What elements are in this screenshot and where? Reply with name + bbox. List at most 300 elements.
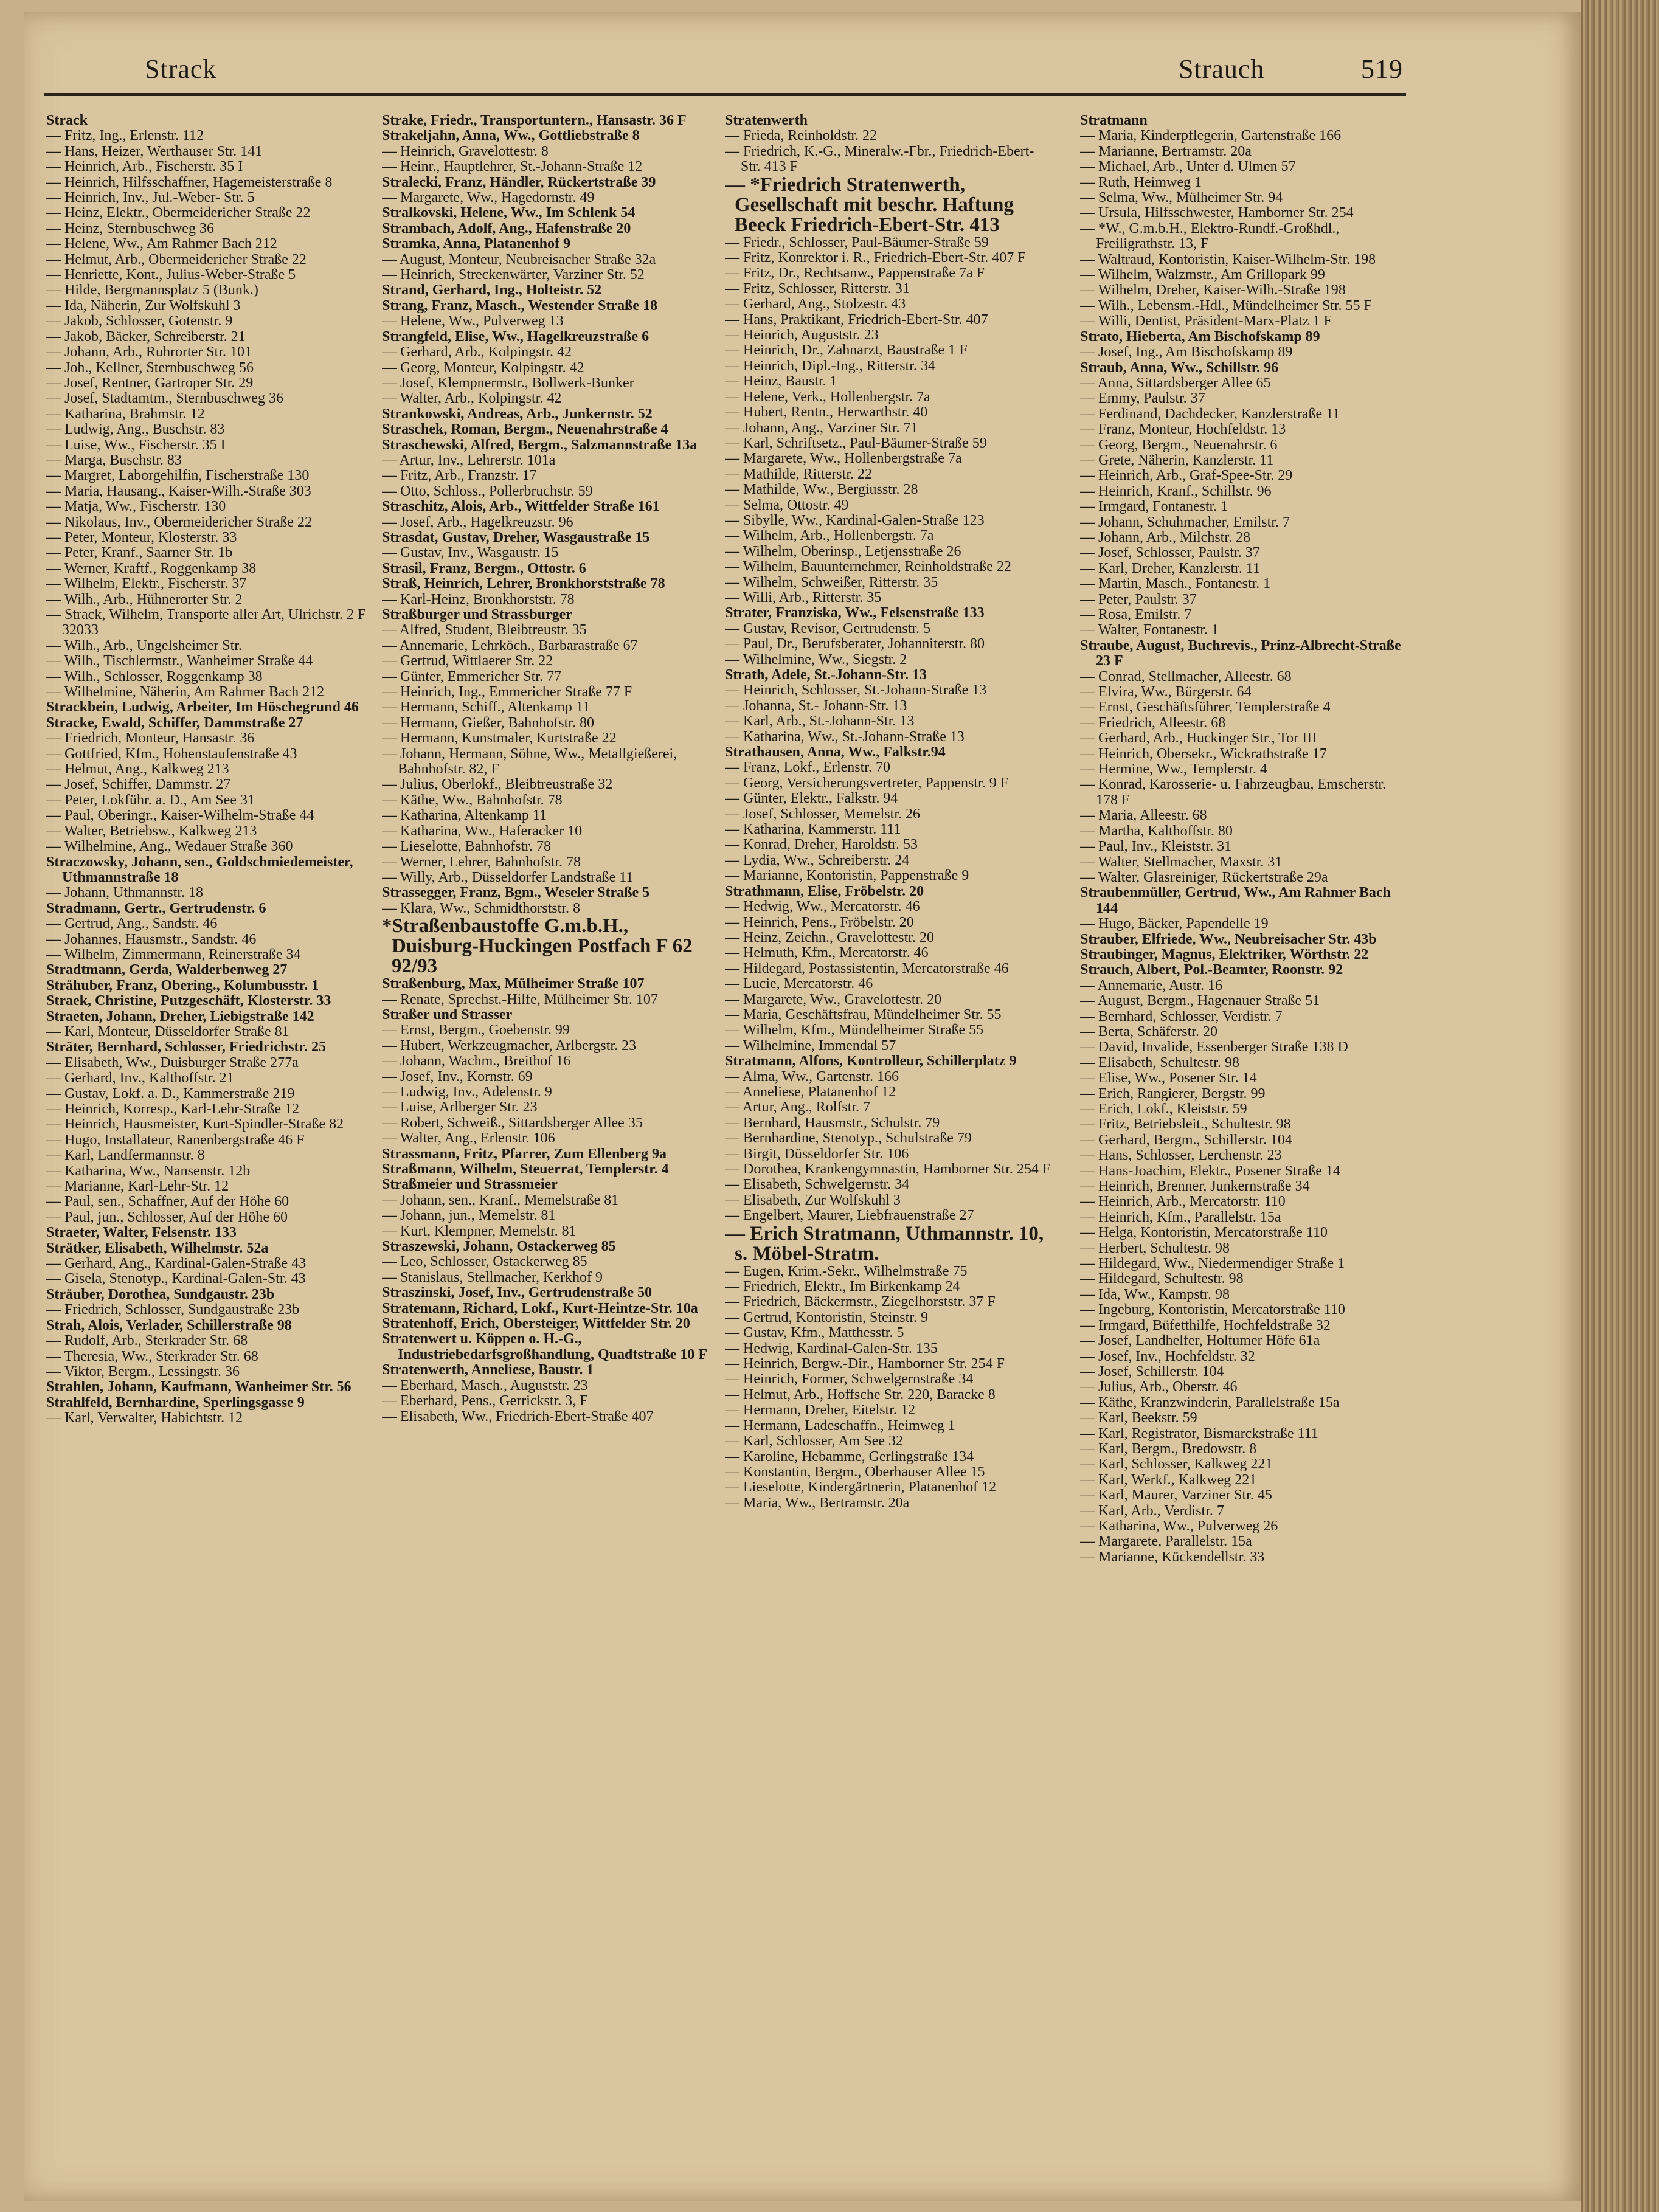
directory-entry: — Margarete, Ww., Gravelottestr. 20 [725, 991, 942, 1007]
directory-entry: Straubinger, Magnus, Elektriker, Wörthstr. 22 [1080, 946, 1369, 963]
directory-entry: — Gertrud, Ang., Sandstr. 46 [46, 916, 218, 932]
directory-entry: — Johann, Uthmannstr. 18 [46, 885, 203, 901]
directory-entry: — Helene, Ww., Am Rahmer Bach 212 [46, 236, 277, 252]
directory-entry: — Emmy, Paulstr. 37 [1080, 390, 1205, 407]
directory-entry: — Dorothea, Krankengymnastin, Hamborner Str. 254 F [725, 1161, 1051, 1177]
directory-entry: — Michael, Arb., Unter d. Ulmen 57 [1080, 159, 1296, 175]
directory-entry: — Johanna, St.- Johann-Str. 13 [725, 697, 907, 714]
directory-entry: — Heinz, Baustr. 1 [725, 373, 837, 390]
directory-entry: — Wilhelm, Oberinsp., Letjensstraße 26 [725, 543, 961, 559]
directory-entry: — Viktor, Bergm., Lessingstr. 36 [46, 1363, 240, 1380]
directory-entry: — Heinrich, Dr., Zahnarzt, Baustraße 1 F [725, 342, 968, 359]
directory-entry: — Heinrich, Kranf., Schillstr. 96 [1080, 483, 1272, 499]
column-3 [725, 113, 1051, 2168]
directory-entry: Strathmann, Elise, Fröbelstr. 20 [725, 883, 924, 899]
directory-entry: — Fritz, Ing., Erlenstr. 112 [46, 128, 204, 144]
directory-entry: — Willi, Dentist, Präsident-Marx-Platz 1 F [1080, 313, 1332, 330]
directory-entry: — Heinrich, Former, Schwelgernstraße 34 [725, 1371, 974, 1388]
directory-entry: — Margarete, Ww., Hagedornstr. 49 [382, 190, 595, 206]
directory-entry: — Gustav, Lokf. a. D., Kammerstraße 219 [46, 1085, 295, 1102]
directory-entry: — Hugo, Installateur, Ranenbergstraße 46 F [46, 1132, 305, 1148]
directory-entry: Strankowski, Andreas, Arb., Junkernstr. 52 [382, 406, 653, 422]
directory-entry: — Friedrich, Schlosser, Sundgaustraße 23b [46, 1302, 300, 1318]
directory-entry: — Marianne, Bertramstr. 20a [1080, 143, 1252, 159]
directory-entry: — Hubert, Rentn., Herwarthstr. 40 [725, 404, 928, 421]
directory-entry: Strahlfeld, Bernhardine, Sperlingsgasse 9 [46, 1394, 305, 1411]
directory-entry: — Karl, Werkf., Kalkweg 221 [1080, 1471, 1257, 1488]
directory-entry: Strang, Franz, Masch., Westender Straße 18 [382, 297, 658, 314]
directory-entry: Straube, August, Buchrevis., Prinz-Albrecht-Straße 23 F [1080, 637, 1401, 669]
directory-entry: Straschek, Roman, Bergm., Neuenahrstraße 4 [382, 421, 668, 438]
directory-entry: — Klara, Ww., Schmidthorststr. 8 [382, 900, 580, 916]
directory-entry: — Walter, Arb., Kolpingstr. 42 [382, 390, 562, 407]
directory-entry: — Birgit, Düsseldorfer Str. 106 [725, 1146, 909, 1162]
directory-entry: — Bernhardine, Stenotyp., Schulstraße 79 [725, 1130, 972, 1147]
directory-entry: — Gottfried, Kfm., Hohenstaufenstraße 43 [46, 745, 297, 762]
directory-entry: — Waltraud, Kontoristin, Kaiser-Wilhelm-Str. 198 [1080, 251, 1376, 268]
directory-entry: — Karl, Schriftsetz., Paul-Bäumer-Straße 59 [725, 435, 987, 451]
running-header-right: Strauch [1179, 54, 1265, 84]
directory-entry: — Hedwig, Kardinal-Galen-Str. 135 [725, 1340, 938, 1357]
directory-entry: Strangfeld, Elise, Ww., Hagelkreuzstraße 6 [382, 328, 649, 345]
directory-entry: — Eugen, Krim.-Sekr., Wilhelmstraße 75 [725, 1263, 968, 1279]
directory-entry: Stratenhoff, Erich, Obersteiger, Wittfelder Str. 20 [382, 1316, 690, 1332]
directory-entry: — Heinrich, Ing., Emmericher Straße 77 F [382, 684, 632, 700]
directory-entry: Strater, Franziska, Ww., Felsenstraße 133 [725, 605, 985, 621]
directory-entry: — Renate, Sprechst.-Hilfe, Mülheimer Str. 107 [382, 991, 658, 1007]
directory-entry: Strambach, Adolf, Ang., Hafenstraße 20 [382, 220, 631, 237]
directory-entry: — Wilhelm, Arb., Hollenbergstr. 7a [725, 528, 934, 544]
directory-entry: — Katharina, Ww., Pulverweg 26 [1080, 1518, 1278, 1534]
directory-entry: — Heinz, Sternbuschweg 36 [46, 220, 214, 237]
directory-entry: — Erich, Lokf., Kleiststr. 59 [1080, 1101, 1247, 1117]
directory-entry: — Wilhelm, Kfm., Mündelheimer Straße 55 [725, 1022, 984, 1039]
directory-entry: — Josef, Schiffer, Dammstr. 27 [46, 776, 231, 793]
directory-entry: — Wilhelmine, Ang., Wedauer Straße 360 [46, 838, 293, 855]
directory-entry: — Fritz, Konrektor i. R., Friedrich-Ebert-Str. 407 F [725, 250, 1026, 266]
directory-entry: — Heinrich, Kfm., Parallelstr. 15a [1080, 1209, 1281, 1225]
directory-entry: — Strack, Wilhelm, Transporte aller Art, Ulrichstr. 2 F 32033 [46, 607, 366, 638]
directory-entry: — Ruth, Heimweg 1 [1080, 174, 1202, 190]
directory-entry: — Käthe, Kranzwinderin, Parallelstraße 15a [1080, 1394, 1340, 1411]
directory-entry: — Hildegard, Schultestr. 98 [1080, 1271, 1244, 1287]
directory-entry: Strauch, Albert, Pol.-Beamter, Roonstr. 92 [1080, 962, 1343, 978]
directory-entry: Stratemann, Richard, Lokf., Kurt-Heintze-Str. 10a [382, 1300, 698, 1316]
directory-entry: — Alfred, Student, Bleibtreustr. 35 [382, 622, 587, 638]
column-2 [382, 113, 708, 2168]
directory-entry: — Theresia, Ww., Sterkrader Str. 68 [46, 1348, 258, 1364]
directory-entry: — Berta, Schäferstr. 20 [1080, 1023, 1217, 1040]
directory-entry: — Annemarie, Austr. 16 [1080, 977, 1222, 994]
directory-entry: — Ernst, Geschäftsführer, Templerstraße 4 [1080, 699, 1331, 716]
directory-entry: — Werner, Lehrer, Bahnhofstr. 78 [382, 854, 581, 870]
directory-entry: — Heinrich, Pens., Fröbelstr. 20 [725, 914, 914, 930]
directory-entry: Straeten, Johann, Dreher, Liebigstraße 142 [46, 1008, 314, 1025]
directory-entry: — Heinrich, Arb., Fischerstr. 35 I [46, 159, 243, 175]
directory-entry: — Conrad, Stellmacher, Alleestr. 68 [1080, 668, 1292, 685]
directory-entry: — Wilhelm, Schweißer, Ritterstr. 35 [725, 574, 938, 590]
directory-entry: — Heinz, Zeichn., Gravelottestr. 20 [725, 929, 934, 945]
directory-entry: — Maria, Ww., Bertramstr. 20a [725, 1495, 910, 1511]
directory-entry: Strahlen, Johann, Kaufmann, Wanheimer Str. 56 [46, 1379, 352, 1395]
directory-entry: — Josef, Arb., Hagelkreuzstr. 96 [382, 514, 573, 530]
directory-entry: — Hans, Praktikant, Friedrich-Ebert-Str. 407 [725, 311, 988, 328]
directory-entry: — Katharina, Ww., Nansenstr. 12b [46, 1163, 251, 1179]
directory-entry: — Margarete, Ww., Hollenbergstraße 7a [725, 451, 962, 467]
directory-entry: — Wilhelm, Bauunternehmer, Reinholdstraße 22 [725, 559, 1011, 575]
directory-entry: — Lieselotte, Kindergärtnerin, Platanenhof 12 [725, 1479, 997, 1496]
directory-entry: — Georg, Versicherungsvertreter, Pappenstr. 9 F [725, 775, 1009, 791]
directory-entry: — Bernhard, Schlosser, Verdistr. 7 [1080, 1008, 1283, 1025]
directory-entry: — Paul, Oberingr., Kaiser-Wilhelm-Straße 44 [46, 807, 314, 824]
directory-entry: — Gerhard, Arb., Kolpingstr. 42 [382, 344, 572, 361]
directory-entry: — Peter, Monteur, Klosterstr. 33 [46, 529, 237, 545]
directory-entry: Straek, Christine, Putzgeschäft, Klosterstr. 33 [46, 993, 331, 1009]
directory-entry: — August, Monteur, Neubreisacher Straße 32a [382, 251, 656, 268]
column-4 [1080, 113, 1406, 2168]
directory-entry: — Stanislaus, Stellmacher, Kerkhof 9 [382, 1269, 603, 1285]
directory-entry: — Fritz, Dr., Rechtsanw., Pappenstraße 7a F [725, 265, 985, 282]
directory-entry: — Georg, Monteur, Kolpingstr. 42 [382, 359, 584, 376]
directory-entry: — Friedr., Schlosser, Paul-Bäumer-Straße 59 [725, 234, 989, 251]
directory-entry: — Helene, Verk., Hollenbergstr. 7a [725, 389, 930, 405]
directory-entry: — Paul, Inv., Kleiststr. 31 [1080, 838, 1232, 855]
directory-entry: — Karl, Beekstr. 59 [1080, 1410, 1197, 1426]
directory-entry: — Friedrich, Monteur, Hansastr. 36 [46, 730, 255, 747]
directory-entry: Strath, Adele, St.-Johann-Str. 13 [725, 667, 927, 683]
directory-entry: — Wilh., Lebensm.-Hdl., Mündelheimer Str. 55 F [1080, 297, 1372, 314]
directory-entry: — Käthe, Ww., Bahnhofstr. 78 [382, 792, 563, 808]
directory-entry: — Heinr., Hauptlehrer, St.-Johann-Straße 12 [382, 159, 643, 175]
directory-entry: — *Friedrich Stratenwerth, Gesellschaft mit beschr. Haftung Beeck Friedrich-Ebert-Str. 413 [725, 173, 1014, 236]
directory-entry: — Konrad, Dreher, Haroldstr. 53 [725, 837, 918, 853]
directory-entry: — Konstantin, Bergm., Oberhauser Allee 15 [725, 1464, 985, 1480]
directory-entry: — Artur, Ang., Rolfstr. 7 [725, 1099, 871, 1116]
directory-entry: — Walter, Stellmacher, Maxstr. 31 [1080, 854, 1283, 870]
directory-entry: *Straßenbaustoffe G.m.b.H., Duisburg-Huckingen Postfach F 62 92/93 [382, 915, 693, 978]
directory-entry: — Elvira, Ww., Bürgerstr. 64 [1080, 684, 1252, 700]
directory-entry: — Peter, Kranf., Saarner Str. 1b [46, 545, 233, 561]
directory-entry: — Ernst, Bergm., Goebenstr. 99 [382, 1022, 570, 1039]
directory-entry: — Paul, sen., Schaffner, Auf der Höhe 60 [46, 1194, 289, 1210]
directory-entry: — Helene, Ww., Pulverweg 13 [382, 313, 564, 330]
directory-entry: — Elisabeth, Ww., Duisburger Straße 277a [46, 1054, 299, 1071]
directory-entry: — Josef, Klempnermstr., Bollwerk-Bunker [382, 375, 634, 391]
directory-entry: — Karl, Verwalter, Habichtstr. 12 [46, 1410, 243, 1426]
directory-entry: — Nikolaus, Inv., Obermeidericher Straße 22 [46, 514, 312, 530]
directory-entry: Strand, Gerhard, Ing., Holteistr. 52 [382, 282, 602, 299]
directory-entry: — August, Bergm., Hagenauer Straße 51 [1080, 993, 1320, 1009]
directory-entry: — Karl, Arb., Verdistr. 7 [1080, 1502, 1224, 1519]
directory-entry: Strake, Friedr., Transportuntern., Hansastr. 36 F [382, 113, 687, 128]
directory-entry: — Karl, Arb., St.-Johann-Str. 13 [725, 713, 915, 730]
directory-entry: — Lucie, Mercatorstr. 46 [725, 976, 873, 992]
directory-entry: — Walter, Fontanestr. 1 [1080, 622, 1219, 638]
directory-entry: — Marga, Buschstr. 83 [46, 452, 182, 468]
running-header-left: Strack [145, 54, 217, 84]
directory-entry: — Heinrich, Gravelottestr. 8 [382, 143, 549, 159]
directory-entry: — Willy, Arb., Düsseldorfer Landstraße 11 [382, 869, 634, 885]
directory-entry: — Wilh., Arb., Hühnerorter Str. 2 [46, 591, 243, 607]
directory-entry: — *W., G.m.b.H., Elektro-Rundf.-Großhdl., Freiligrathstr. 13, F [1080, 220, 1340, 252]
directory-entry: — Selma, Ww., Mülheimer Str. 94 [1080, 190, 1283, 206]
directory-entry: — Johann, Arb., Ruhrorter Str. 101 [46, 344, 252, 361]
directory-entry: — Gerhard, Ang., Stolzestr. 43 [725, 296, 906, 313]
directory-entry: — Heinrich, Arb., Graf-Spee-Str. 29 [1080, 468, 1293, 484]
directory-entry: — Martha, Kalthoffstr. 80 [1080, 823, 1233, 839]
directory-entry: — Josef, Inv., Hochfeldstr. 32 [1080, 1348, 1255, 1364]
directory-entry: — Ludwig, Ang., Buschstr. 83 [46, 421, 225, 438]
directory-entry: — Franz, Monteur, Hochfeldstr. 13 [1080, 421, 1286, 438]
directory-entry: — Josef, Inv., Kornstr. 69 [382, 1068, 533, 1085]
directory-entry: — Marianne, Kückendellstr. 33 [1080, 1549, 1265, 1565]
directory-entry: — Werner, Kraftf., Roggenkamp 38 [46, 560, 257, 576]
directory-entry: — Jakob, Bäcker, Schreiberstr. 21 [46, 328, 246, 345]
directory-entry: — Johann, Hermann, Söhne, Ww., Metallgießerei, Bahnhofstr. 82, F [382, 745, 677, 778]
directory-entry: — Hilde, Bergmannsplatz 5 (Bunk.) [46, 282, 258, 299]
directory-entry: — Julius, Arb., Oberstr. 46 [1080, 1379, 1238, 1395]
directory-entry: — Hildegard, Ww., Niedermendiger Straße 1 [1080, 1256, 1345, 1272]
directory-entry: Strack [46, 113, 88, 128]
directory-entry: — Gerhard, Inv., Kalthoffstr. 21 [46, 1070, 234, 1087]
directory-entry: Straszewski, Johann, Ostackerweg 85 [382, 1239, 616, 1255]
directory-entry: — Franz, Lokf., Erlenstr. 70 [725, 759, 890, 776]
directory-entry: — Heinrich, Korresp., Karl-Lehr-Straße 12 [46, 1101, 300, 1117]
directory-entry: — Otto, Schloss., Pollerbruchstr. 59 [382, 483, 593, 499]
directory-entry: — Erich, Rangierer, Bergstr. 99 [1080, 1085, 1266, 1102]
directory-entry: — Karoline, Hebamme, Gerlingstraße 134 [725, 1448, 974, 1465]
directory-entry: — Henriette, Kont., Julius-Weber-Straße 5 [46, 267, 296, 283]
directory-entry: — Fritz, Schlosser, Ritterstr. 31 [725, 280, 910, 297]
directory-entry: — Ursula, Hilfsschwester, Hamborner Str. 254 [1080, 205, 1354, 221]
directory-entry: — Margarete, Parallelstr. 15a [1080, 1533, 1252, 1550]
directory-entry: — Josef, Ing., Am Bischofskamp 89 [1080, 344, 1293, 361]
directory-entry: — Karl, Maurer, Varziner Str. 45 [1080, 1487, 1272, 1504]
directory-entry: — Johann, Ang., Varziner Str. 71 [725, 420, 918, 436]
directory-entry: — Anna, Sittardsberger Allee 65 [1080, 375, 1271, 391]
directory-entry: — Mathilde, Ww., Bergiusstr. 28 [725, 482, 918, 498]
directory-entry: — David, Invalide, Essenberger Straße 138 D [1080, 1039, 1348, 1056]
directory-entry: — Kurt, Klempner, Memelstr. 81 [382, 1223, 577, 1239]
directory-entry: — Robert, Schweiß., Sittardsberger Allee 35 [382, 1115, 643, 1131]
directory-entry: — Wilhelmine, Immendal 57 [725, 1037, 896, 1054]
directory-entry: — Maria, Alleestr. 68 [1080, 807, 1207, 824]
directory-entry: — Johann, jun., Memelstr. 81 [382, 1208, 556, 1224]
directory-entry: — Martin, Masch., Fontanestr. 1 [1080, 576, 1271, 592]
directory-entry: — Günter, Elektr., Falkstr. 94 [725, 790, 898, 807]
directory-entry: — Matja, Ww., Fischerstr. 130 [46, 499, 226, 515]
directory-entry: — Gisela, Stenotyp., Kardinal-Galen-Str. 43 [46, 1271, 306, 1287]
directory-entry: — Ingeburg, Kontoristin, Mercatorstraße 110 [1080, 1302, 1345, 1318]
directory-entry: — Josef, Landhelfer, Holtumer Höfe 61a [1080, 1333, 1320, 1349]
directory-entry: — Ferdinand, Dachdecker, Kanzlerstraße 11 [1080, 406, 1340, 422]
directory-entry: — Erich Stratmann, Uthmannstr. 10, s. Möbel-Stratm. [725, 1222, 1044, 1265]
directory-entry: — Friedrich, Alleestr. 68 [1080, 714, 1226, 731]
directory-entry: — Helmut, Arb., Hoffsche Str. 220, Baracke 8 [725, 1386, 996, 1403]
directory-entry: — Joh., Kellner, Sternbuschweg 56 [46, 359, 254, 376]
directory-entry: — Irmgard, Fontanestr. 1 [1080, 499, 1228, 515]
directory-entry: — Marianne, Karl-Lehr-Str. 12 [46, 1178, 229, 1195]
directory-entry: — Wilhelm, Elektr., Fischerstr. 37 [46, 576, 247, 592]
directory-entry: Straschewski, Alfred, Bergm., Salzmannstraße 13a [382, 437, 698, 453]
directory-entry: — Hermann, Gießer, Bahnhofstr. 80 [382, 714, 594, 731]
directory-entry: Straszinski, Josef, Inv., Gertrudenstraße 50 [382, 1285, 652, 1301]
directory-entry: — Johann, Schuhmacher, Emilstr. 7 [1080, 514, 1290, 530]
directory-entry: — Wilhelm, Walzmstr., Am Grillopark 99 [1080, 267, 1325, 283]
directory-entry: — Wilh., Schlosser, Roggenkamp 38 [46, 668, 263, 685]
directory-entry: Strätker, Elisabeth, Wilhelmstr. 52a [46, 1240, 269, 1256]
directory-entry: — Karl, Landfermannstr. 8 [46, 1147, 205, 1164]
directory-entry: — Helmut, Ang., Kalkweg 213 [46, 761, 229, 778]
directory-entry: — Konrad, Karosserie- u. Fahrzeugbau, Emscherstr. 178 F [1080, 776, 1387, 808]
directory-entry: Stracke, Ewald, Schiffer, Dammstraße 27 [46, 714, 303, 731]
directory-entry: — Heinrich, Auguststr. 23 [725, 327, 879, 344]
directory-entry: — Eberhard, Pens., Gerrickstr. 3, F [382, 1393, 588, 1409]
directory-entry: Stramka, Anna, Platanenhof 9 [382, 236, 571, 252]
directory-entry: Sträter, Bernhard, Schlosser, Friedrichstr. 25 [46, 1039, 326, 1056]
directory-entry: — Karl, Bergm., Bredowstr. 8 [1080, 1440, 1257, 1457]
directory-entry: — Walter, Ang., Erlenstr. 106 [382, 1130, 555, 1147]
directory-entry: — Heinrich, Brenner, Junkernstraße 34 [1080, 1178, 1310, 1195]
directory-entry: Stradtmann, Gerda, Walderbenweg 27 [46, 962, 288, 978]
directory-entry: Straßmeier und Strassmeier [382, 1177, 558, 1193]
directory-entry: — Artur, Inv., Lehrerstr. 101a [382, 452, 556, 468]
directory-entry: — Luise, Arlberger Str. 23 [382, 1099, 538, 1116]
directory-entry: — Peter, Paulstr. 37 [1080, 591, 1197, 607]
directory-entry: — Hubert, Werkzeugmacher, Arlbergstr. 23 [382, 1037, 637, 1054]
directory-entry: — Hugo, Bäcker, Papendelle 19 [1080, 916, 1269, 932]
directory-entry: — Willi, Arb., Ritterstr. 35 [725, 589, 882, 606]
directory-entry: Strassmann, Fritz, Pfarrer, Zum Ellenberg 9a [382, 1146, 667, 1162]
directory-entry: — Sibylle, Ww., Kardinal-Galen-Straße 123 [725, 512, 985, 528]
directory-entry: — Karl, Schlosser, Kalkweg 221 [1080, 1456, 1273, 1473]
directory-entry: — Johann, Arb., Milchstr. 28 [1080, 529, 1250, 545]
directory-entry: — Hermann, Kunstmaler, Kurtstraße 22 [382, 730, 617, 747]
directory-entry: — Engelbert, Maurer, Liebfrauenstraße 27 [725, 1208, 974, 1224]
directory-entry: — Friedrich, K.-G., Mineralw.-Fbr., Friedrich-Ebert-Str. 413 F [725, 143, 1034, 175]
directory-entry: — Katharina, Kammerstr. 111 [725, 821, 901, 838]
directory-entry: — Wilh., Tischlermstr., Wanheimer Straße 44 [46, 653, 313, 669]
directory-entry: Strasil, Franz, Bergm., Ottostr. 6 [382, 560, 586, 576]
column-1 [46, 113, 372, 2168]
directory-entry: — Georg, Bergm., Neuenahrstr. 6 [1080, 437, 1278, 453]
header-rule [44, 93, 1406, 96]
directory-entry: — Hermann, Ladeschaffn., Heimweg 1 [725, 1417, 955, 1434]
directory-entry: Straßmann, Wilhelm, Steuerrat, Templerstr. 4 [382, 1161, 669, 1177]
directory-entry: — Hans, Schlosser, Lerchenstr. 23 [1080, 1147, 1282, 1164]
directory-entry: — Margret, Laborgehilfin, Fischerstraße 130 [46, 468, 310, 484]
directory-entry: — Hermann, Dreher, Eitelstr. 12 [725, 1402, 915, 1419]
directory-entry: Strackbein, Ludwig, Arbeiter, Im Höschegrund 46 [46, 699, 359, 716]
directory-entry: — Günter, Emmericher Str. 77 [382, 668, 561, 685]
directory-entry: — Leo, Schlosser, Ostackerweg 85 [382, 1254, 587, 1270]
directory-entry: — Elisabeth, Ww., Friedrich-Ebert-Straße 407 [382, 1408, 654, 1425]
directory-entry: — Johannes, Hausmstr., Sandstr. 46 [46, 931, 257, 947]
directory-entry: — Johann, Wachm., Breithof 16 [382, 1053, 571, 1070]
directory-entry: Stratmann, Alfons, Kontrolleur, Schillerplatz 9 [725, 1053, 1017, 1070]
directory-entry: Straßenburg, Max, Mülheimer Straße 107 [382, 976, 645, 992]
directory-entry: Stralkovski, Helene, Ww., Im Schlenk 54 [382, 205, 636, 221]
directory-entry: — Helmut, Arb., Obermeidericher Straße 22 [46, 251, 307, 268]
directory-entry: — Heinrich, Schlosser, St.-Johann-Straße 13 [725, 682, 987, 699]
directory-entry: — Karl-Heinz, Bronkhorststr. 78 [382, 591, 575, 607]
directory-entry: — Gerhard, Ang., Kardinal-Galen-Straße 43 [46, 1256, 307, 1272]
directory-entry: Strassegger, Franz, Bgm., Weseler Straße 5 [382, 885, 650, 901]
directory-entry: — Josef, Schillerstr. 104 [1080, 1363, 1224, 1380]
directory-entry: Strasdat, Gustav, Dreher, Wasgaustraße 15 [382, 529, 650, 545]
directory-entry: — Hermine, Ww., Templerstr. 4 [1080, 761, 1267, 778]
directory-entry: — Ludwig, Inv., Adelenstr. 9 [382, 1084, 552, 1100]
directory-entry: — Eberhard, Masch., Auguststr. 23 [382, 1377, 588, 1394]
directory-entry: — Gustav, Kfm., Matthesstr. 5 [725, 1325, 904, 1341]
directory-entry: — Peter, Lokführ. a. D., Am See 31 [46, 792, 255, 808]
directory-entry: — Hildegard, Postassistentin, Mercatorstraße 46 [725, 960, 1009, 976]
directory-entry: — Heinrich, Obersekr., Wickrathstraße 17 [1080, 745, 1327, 762]
directory-entry: — Johann, sen., Kranf., Memelstraße 81 [382, 1192, 619, 1208]
directory-entry: — Fritz, Arb., Franzstr. 17 [382, 468, 537, 484]
directory-entry: — Elise, Ww., Posener Str. 14 [1080, 1070, 1257, 1087]
directory-entry: — Lydia, Ww., Schreiberstr. 24 [725, 852, 910, 868]
directory-entry: — Lieselotte, Bahnhofstr. 78 [382, 838, 551, 855]
book-page-edges [1581, 0, 1659, 2212]
directory-entry: — Josef, Schlosser, Memelstr. 26 [725, 806, 921, 822]
directory-entry: — Helmuth, Kfm., Mercatorstr. 46 [725, 945, 929, 961]
directory-entry: — Gertrud, Kontoristin, Steinstr. 9 [725, 1309, 928, 1325]
directory-entry: — Karl, Dreher, Kanzlerstr. 11 [1080, 560, 1261, 576]
directory-entry: Straub, Anna, Ww., Schillstr. 96 [1080, 359, 1279, 376]
directory-entry: Stralecki, Franz, Händler, Rückertstraße 39 [382, 174, 656, 190]
directory-entry: — Herbert, Schultestr. 98 [1080, 1240, 1230, 1256]
directory-entry: — Josef, Stadtamtm., Sternbuschweg 36 [46, 390, 283, 407]
directory-entry: — Jakob, Schlosser, Gotenstr. 9 [46, 313, 233, 330]
directory-entry: — Heinrich, Inv., Jul.-Weber- Str. 5 [46, 190, 255, 206]
directory-entry: — Hans, Heizer, Werthauser Str. 141 [46, 143, 263, 159]
directory-entry: — Elisabeth, Zur Wolfskuhl 3 [725, 1192, 901, 1208]
directory-entry: Strah, Alois, Verlader, Schillerstraße 98 [46, 1317, 292, 1333]
directory-entry: — Elisabeth, Schultestr. 98 [1080, 1054, 1239, 1071]
directory-entry: — Irmgard, Büfetthilfe, Hochfeldstraße 32 [1080, 1317, 1331, 1333]
directory-entry: — Karl, Registrator, Bismarckstraße 111 [1080, 1425, 1318, 1442]
directory-entry: — Heinz, Elektr., Obermeidericher Straße 22 [46, 205, 311, 221]
directory-entry: — Katharina, Brahmstr. 12 [46, 406, 205, 422]
directory-entry: Stratenwerth [725, 113, 808, 128]
directory-entry: — Friedrich, Bäckermstr., Ziegelhorststr. 37 F [725, 1294, 996, 1310]
directory-entry: — Fritz, Betriebsleit., Schultestr. 98 [1080, 1116, 1291, 1133]
directory-entry: — Julius, Oberlokf., Bleibtreustraße 32 [382, 776, 613, 793]
directory-entry: — Katharina, Ww., Haferacker 10 [382, 823, 583, 839]
directory-entry: — Alma, Ww., Gartenstr. 166 [725, 1068, 899, 1085]
directory-entry: — Wilhelm, Dreher, Kaiser-Wilh.-Straße 198 [1080, 282, 1346, 299]
directory-entry: Strauber, Elfriede, Ww., Neubreisacher Str. 43b [1080, 931, 1377, 947]
directory-entry: Stratenwert u. Köppen o. H.-G., Industriebedarfsgroßhandlung, Quadtstraße 10 F [382, 1331, 707, 1363]
directory-entry: — Luise, Ww., Fischerstr. 35 I [46, 437, 226, 453]
directory-entry: — Gustav, Revisor, Gertrudenstr. 5 [725, 620, 931, 637]
directory-entry: — Gerhard, Bergm., Schillerstr. 104 [1080, 1132, 1292, 1148]
directory-entry: — Katharina, Altenkamp 11 [382, 807, 547, 824]
directory-entry: — Gertrud, Wittlaerer Str. 22 [382, 653, 553, 669]
directory-entry: — Ida, Näherin, Zur Wolfskuhl 3 [46, 297, 241, 314]
page-number: 519 [1361, 54, 1403, 84]
directory-entry: Strakeljahn, Anna, Ww., Gottliebstraße 8 [382, 128, 640, 144]
directory-entry: — Heinrich, Arb., Mercatorstr. 110 [1080, 1194, 1286, 1210]
directory-entry: — Karl, Schlosser, Am See 32 [725, 1433, 904, 1450]
directory-entry: — Heinrich, Hilfsschaffner, Hagemeisterstraße 8 [46, 174, 333, 190]
directory-entry: — Hedwig, Ww., Mercatorstr. 46 [725, 899, 920, 915]
directory-entry: — Walter, Betriebsw., Kalkweg 213 [46, 823, 257, 839]
directory-entry: — Friedrich, Elektr., Im Birkenkamp 24 [725, 1279, 960, 1295]
directory-entry: — Karl, Monteur, Düsseldorfer Straße 81 [46, 1023, 289, 1040]
directory-entry: — Josef, Rentner, Gartroper Str. 29 [46, 375, 254, 391]
